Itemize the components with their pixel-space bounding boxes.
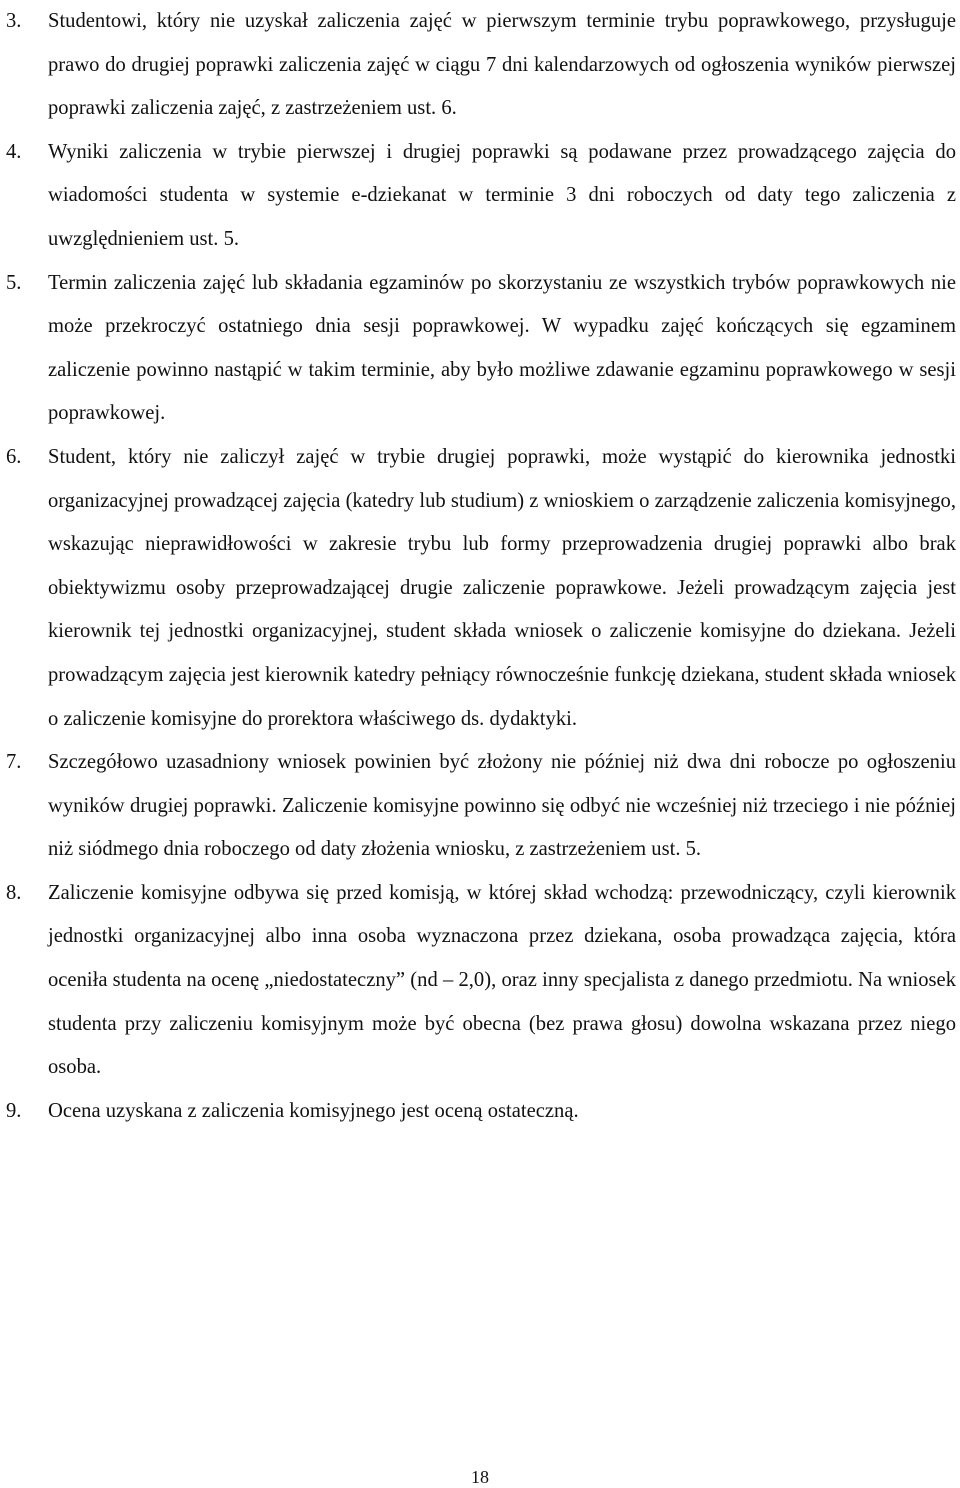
list-item-7 <box>6 741 956 872</box>
item-text: Termin zaliczenia zajęć lub składania egzaminów po skorzystaniu ze wszystkich trybów poprawkowych nie może przekroczyć ostatniego dnia sesji poprawkowej. W wypadku zajęć kończących się egzaminem zaliczenie powinno nastąpić w takim terminie, aby było możliwe zdawanie egzaminu poprawkowego w sesji poprawkowej. <box>48 271 956 425</box>
list-item-3 <box>6 0 956 131</box>
item-text: Ocena uzyskana z zaliczenia komisyjnego jest oceną ostateczną. <box>48 1099 579 1122</box>
item-text: Szczegółowo uzasadniony wniosek powinien być złożony nie później niż dwa dni robocze po ogłoszeniu wyników drugiej poprawki. Zaliczenie komisyjne powinno się odbyć nie wcześniej niż trzeciego i nie później niż siódmego dnia roboczego od daty złożenia wniosku, z zastrzeżeniem ust. 5. <box>48 751 956 861</box>
item-number: 6. <box>6 445 22 468</box>
item-text: Wyniki zaliczenia w trybie pierwszej i drugiej poprawki są podawane przez prowadzącego zajęcia do wiadomości studenta w systemie e-dziekanat w terminie 3 dni roboczych od daty tego zaliczenia z uwzględnieniem ust. 5. <box>48 140 956 250</box>
list-item-5 <box>6 262 956 436</box>
item-number: 9. <box>6 1099 22 1122</box>
item-number: 8. <box>6 881 22 904</box>
item-number: 7. <box>6 751 22 774</box>
list-item-9 <box>6 1090 956 1134</box>
item-text: Student, który nie zaliczył zajęć w trybie drugiej poprawki, może wystąpić do kierownika jednostki organizacyjnej prowadzącej zajęcia (katedry lub studium) z wnioskiem o zarządzenie zaliczenia komisyjnego, wskazując nieprawidłowości w zakresie trybu lub formy przeprowadzenia drugiej poprawki albo brak obiektywizmu osoby przeprowadzającej drugie zaliczenie poprawkowe. Jeżeli prowadzącym zajęcia jest kierownik tej jednostki organizacyjnej, student składa wniosek o zaliczenie komisyjne do dziekana. Jeżeli prowadzącym zajęcia jest kierownik katedry pełniący równocześnie funkcję dziekana, student składa wniosek o zaliczenie komisyjne do prorektora właściwego ds. dydaktyki. <box>48 445 956 730</box>
item-number: 3. <box>6 10 22 32</box>
item-number: 4. <box>6 140 22 163</box>
list-item-8 <box>6 872 956 1090</box>
item-text: Zaliczenie komisyjne odbywa się przed komisją, w której skład wchodzą: przewodniczący, czyli kierownik jednostki organizacyjnej albo inna osoba wyznaczona przez dziekana, osoba prowadząca zajęcia, która oceniła studenta na ocenę „niedostateczny” (nd – 2,0), oraz inny specjalista z danego przedmiotu. Na wniosek studenta przy zaliczeniu komisyjnym może być obecna (bez prawa głosu) dowolna wskazana przez niego osoba. <box>48 881 956 1079</box>
list-item-6 <box>6 436 956 741</box>
numbered-list <box>6 0 956 1133</box>
item-number: 5. <box>6 271 22 294</box>
item-text: Studentowi, który nie uzyskał zaliczenia zajęć w pierwszym terminie trybu poprawkowego, przysługuje prawo do drugiej poprawki zaliczenia zajęć w ciągu 7 dni kalendarzowych od ogłoszenia wyników pierwszej poprawki zaliczenia zajęć, z zastrzeżeniem ust. 6. <box>48 10 956 120</box>
list-item-4 <box>6 131 956 262</box>
page-number: 18 <box>471 1467 489 1487</box>
